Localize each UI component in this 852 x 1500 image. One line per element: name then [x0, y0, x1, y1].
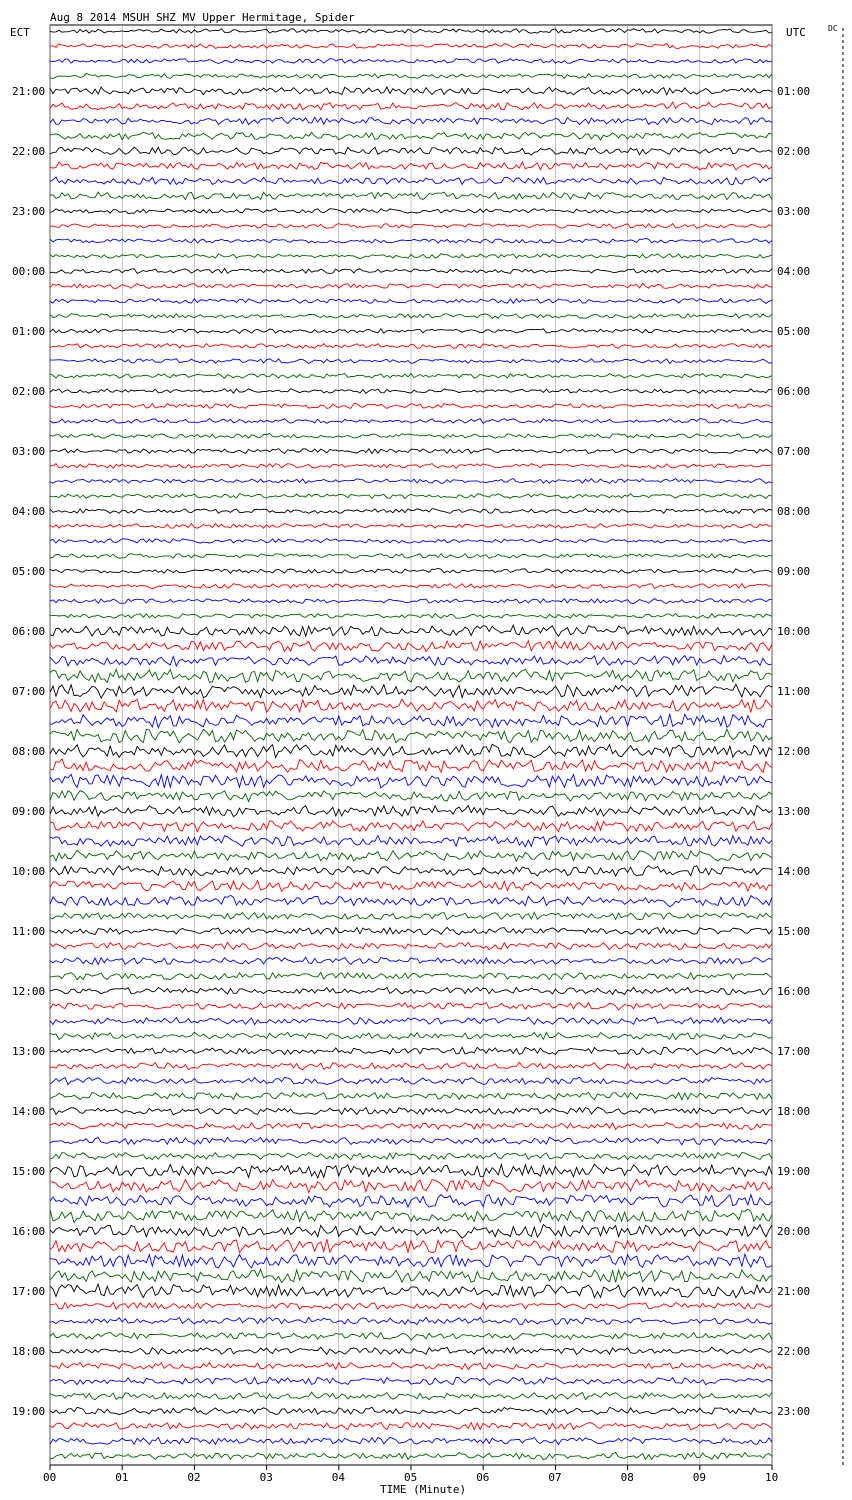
right-hour-label: 14:00 — [777, 865, 811, 878]
right-hour-label: 17:00 — [777, 1045, 811, 1058]
left-hour-label: 00:00 — [12, 265, 46, 278]
right-hour-label: 04:00 — [777, 265, 811, 278]
right-hour-label: 10:00 — [777, 625, 811, 638]
right-hour-label: 22:00 — [777, 1345, 811, 1358]
right-hour-label: 06:00 — [777, 385, 811, 398]
right-hour-label: 20:00 — [777, 1225, 811, 1238]
right-hour-label: 21:00 — [777, 1285, 811, 1298]
chart-title: Aug 8 2014 MSUH SHZ MV Upper Hermitage, Spider — [50, 11, 355, 24]
x-axis-label: TIME (Minute) — [380, 1483, 467, 1496]
left-hour-label: 09:00 — [12, 805, 46, 818]
right-hour-label: 13:00 — [777, 805, 811, 818]
right-hour-label: 09:00 — [777, 565, 811, 578]
minute-grid — [50, 25, 772, 1465]
x-tick-label: 02 — [187, 1471, 201, 1484]
left-hour-label: 19:00 — [12, 1405, 46, 1418]
left-hour-label: 06:00 — [12, 625, 46, 638]
corner-label: DC — [828, 24, 838, 33]
right-hour-label: 16:00 — [777, 985, 811, 998]
left-hour-label: 13:00 — [12, 1045, 46, 1058]
left-axis-label: ECT — [10, 26, 30, 39]
left-hour-label: 08:00 — [12, 745, 46, 758]
x-tick-label: 04 — [331, 1471, 346, 1484]
left-hour-label: 03:00 — [12, 445, 46, 458]
left-hour-label: 17:00 — [12, 1285, 46, 1298]
left-hour-label: 05:00 — [12, 565, 46, 578]
right-hour-label: 08:00 — [777, 505, 811, 518]
left-hour-label: 14:00 — [12, 1105, 46, 1118]
x-tick-label: 10 — [765, 1471, 779, 1484]
left-hour-label: 04:00 — [12, 505, 46, 518]
left-hour-label: 22:00 — [12, 145, 46, 158]
left-hour-label: 07:00 — [12, 685, 46, 698]
left-hour-label: 02:00 — [12, 385, 46, 398]
right-hour-label: 05:00 — [777, 325, 811, 338]
left-hour-label: 01:00 — [12, 325, 46, 338]
left-hour-label: 16:00 — [12, 1225, 46, 1238]
x-tick-label: 01 — [115, 1471, 129, 1484]
x-tick-label: 05 — [404, 1471, 418, 1484]
right-hour-label: 12:00 — [777, 745, 811, 758]
right-hour-label: 15:00 — [777, 925, 811, 938]
left-hour-label: 11:00 — [12, 925, 46, 938]
left-hour-label: 15:00 — [12, 1165, 46, 1178]
right-hour-label: 02:00 — [777, 145, 811, 158]
x-tick-label: 06 — [476, 1471, 490, 1484]
left-hour-label: 21:00 — [12, 85, 46, 98]
x-tick-label: 00 — [43, 1471, 57, 1484]
left-hour-label: 18:00 — [12, 1345, 46, 1358]
right-hour-label: 03:00 — [777, 205, 811, 218]
right-hour-label: 07:00 — [777, 445, 811, 458]
x-tick-label: 03 — [259, 1471, 273, 1484]
right-axis-label: UTC — [786, 26, 806, 39]
left-hour-label: 10:00 — [12, 865, 46, 878]
right-hour-label: 18:00 — [777, 1105, 811, 1118]
left-hour-label: 12:00 — [12, 985, 46, 998]
x-tick-label: 07 — [548, 1471, 562, 1484]
left-hour-label: 23:00 — [12, 205, 46, 218]
x-axis-ticks — [43, 1465, 778, 1484]
right-hour-label: 23:00 — [777, 1405, 811, 1418]
right-hour-label: 11:00 — [777, 685, 811, 698]
x-tick-label: 08 — [620, 1471, 634, 1484]
right-hour-label: 19:00 — [777, 1165, 811, 1178]
right-hour-label: 01:00 — [777, 85, 811, 98]
x-tick-label: 09 — [692, 1471, 707, 1484]
